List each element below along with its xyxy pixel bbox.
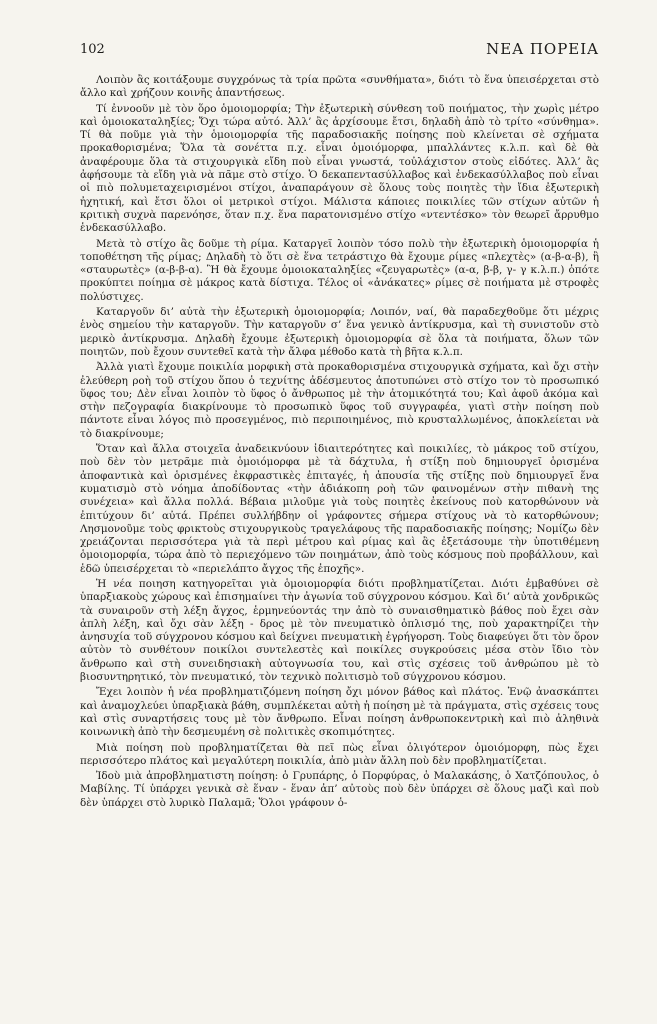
- paragraph: Μετὰ τὸ στίχο ἂς δοῦμε τὴ ρίμα. Καταργεῖ λοιπὸν τόσο πολὺ τὴν ἐξωτερικὴ ὁμοιομορφία ἡ τοποθέτηση τῆς ρίμας; Δηλαδὴ τὸ ὅτι σὲ ἕνα τετράστιχο θὰ ἔχουμε ρίμες «πλεχτὲς» (α-β-α-β), ἢ «σταυρωτὲς» (α-β-β-α). Ἢ θὰ ἔχουμε ὁμοιοκαταληξίες «ζευγαρωτὲς» (α-α, β-β, γ- γ κ.λ.π.) ὁπότε προκύπτει ποίημα σὲ μάκρος κατὰ δίστιχα. Τέλος οἱ «ἀνάκατες» ρίμες σὲ ποιήματα μὲ στροφὲς πολύστιχες.: [80, 237, 599, 303]
- journal-title: ΝΕΑ ΠΟΡΕΙΑ: [486, 40, 599, 58]
- paragraph: Ὅταν καὶ ἄλλα στοιχεῖα ἀναδεικνύουν ἰδιαιτερότητες καὶ ποικιλίες, τὸ μάκρος τοῦ στίχου, ποὺ δὲν τὸν μετρᾶμε πιὰ ὁμοιόμορφα μὲ τὰ δάχτυλα, ἡ στίξη ποὺ δημιουργεῖ ὁρισμένα ἀποφαντικὰ καὶ ὁρισμένες ἐκφραστικὲς ἐπιταγές, ἡ ἀπουσία τῆς στίξης ποὺ δημιουργεῖ ἕνα κυματισμὸ στὸ νόημα ἀποδίδοντας «τὴν ἀδιάκοπη ροὴ τῶν φαινομένων στὴν πιθανὴ της συνέχεια» καὶ ἄλλα πολλά. Βέβαια μιλοῦμε γιὰ τοὺς ποιητὲς ἐκείνους ποὺ κατορθώνουν νὰ ἐπιτύχουν δι’ αὐτά. Πρέπει συλλήβδην οἱ γράφοντες σήμερα στίχους νὰ τὸ κατορθώνουν; Λησμονοῦμε τοὺς φρικτοὺς στιχουργικοὺς τραγελάφους τῆς παραδοσιακῆς ποίησης; Νομίζω δὲν χρειάζονται περισσότερα γιὰ τὰ περὶ μέτρου καὶ ρίμας καὶ ἂς ἐξετάσουμε τὴν ὑποτιθέμενη ὁμοιομορφία, τώρα ἀπὸ τὸ περιεχόμενο τῶν ποιημάτων, ἀπὸ τοὺς κόσμους ποὺ προβάλλουν, καὶ ἑδῶ ὑπεισέρχεται τὸ «περιελάπτο ἄγχος τῆς ἐποχῆς».: [80, 443, 599, 575]
- paragraph: Καταργοῦν δι’ αὐτὰ τὴν ἐξωτερικὴ ὁμοιομορφία; Λοιπόν, ναί, θὰ παραδεχθοῦμε ὅτι μέχρις ἑνὸς σημείου τὴν καταργοῦν. Τὴν καταργοῦν σ’ ἕνα γενικὸ ἀντίκρυσμα, καὶ τὴ συνιστοῦν στὸ μερικὸ ἀντίκρυσμα. Δηλαδὴ ἔχουμε ἐξωτερικὴ ὁμοιομορφία σὲ ὅλα τὰ ποιήματα, ὅλων τῶν ποιητῶν, ποὺ ἔχουν συντεθεῖ κατὰ τὴν ἄλφα μέθοδο κατὰ τὴ βῆτα κ.λ.π.: [80, 306, 599, 358]
- page-number: 102: [80, 42, 105, 57]
- paragraph: Ἀλλὰ γιατὶ ἔχουμε ποικιλία μορφικὴ στὰ προκαθορισμένα στιχουργικὰ σχήματα, καὶ ὄχι στὴν ἐλεύθερη ροὴ τοῦ στίχου ὅπου ὁ τεχνίτης ἀδέσμευτος ἀποτυπώνει στὸ στίχο τον τὸ προσωπικό ὕφος του; Δὲν εἶναι λοιπὸν τὸ ὕφος ὁ ἄνθρωπος μὲ τὴν ἀτομικότητά του; Καὶ ἀφοῦ ἀκόμα καὶ στὴν πεζογραφία διακρίνουμε τὸ προσωπικὸ ὕφος τοῦ συγγραφέα, γιατὶ στὴν ποίηση ποὺ πάντοτε εἶναι λόγος πιὸ προσεγμένος, πιὸ περιποιημένος, πιὸ κρυσταλλωμένος, ἀποκλείεται νὰ τὸ διακρίνουμε;: [80, 361, 599, 440]
- paragraph: Ἡ νέα ποιηση κατηγορεῖται γιὰ ὁμοιομορφία διότι προβληματίζεται. Διότι ἐμβαθύνει σὲ ὑπαρξιακοὺς χώρους καὶ ἐπισημαίνει τὴν ἀγωνία τοῦ σύγχρονου κόσμου. Καὶ δι’ αὐτὰ χονδρικῶς τὰ συναιροῦν στὴ λέξη ἄγχος, ἑρμηνεύοντάς την ἀπὸ τὸ συναισθηματικὸ βάθος ποὺ ἔχει σὰν ἁπλὴ λέξη, καὶ ὄχι σὰν λέξη - δρος μὲ τὸν πνευματικὸ ὁπλισμό της, ποὺ χαρακτηρίζει τὴν ἀνησυχία τοῦ σύγχρονου κόσμου καὶ δείχνει πνευματικὴ ἐγρήγορση. Τοὺς διαφεύγει ὅτι τὸν ὅρον αὐτὸν τὸ συνθέτουν ποικίλοι συντελεστὲς καὶ ποικίλες συγκρούσεις μέσα στὸν ἴδιο τὸν ἄνθρωπο καὶ στὴ συνειδησιακὴ αὐτογνωσία του, καὶ στὶς σχέσεις τοῦ ἀνθρώπου μὲ τὸ βιοσυντηρητικό, τὸν πνευματικό, τὸν τεχνικὸ πολιτισμὸ τοῦ σύγχρονου κόσμου.: [80, 577, 599, 684]
- page-header: [80, 40, 599, 62]
- paragraph: Λοιπὸν ἂς κοιτάξουμε συγχρόνως τὰ τρία πρῶτα «συνθήματα», διότι τὸ ἕνα ὑπεισέρχεται στὸ ἄλλο καὶ χρήζουν κοινῆς ἀπαντήσεως.: [80, 74, 599, 100]
- paragraph: Ἔχει λοιπὸν ἡ νέα προβληματιζόμενη ποίηση ὄχι μόνον βάθος καὶ πλάτος. Ἐνῷ ἀνασκάπτει καὶ ἀναμοχλεύει ὑπαρξιακὰ βάθη, συμπλέκεται αὐτὴ ἡ ποίηση μὲ τὰ πράγματα, στὶς σχέσεις τους καὶ στὶς συναρτήσεις τους μὲ τὸν ἄνθρωπο. Εἶναι ποίηση ἀνθρωποκεντρικὴ καὶ πιὸ ἀληθινὰ κοινωνικὴ ἀπὸ τὴν δεσμευμένη σὲ πολιτικὲς σκοπιμότητες.: [80, 686, 599, 739]
- paragraph: Ἰδοὺ μιὰ ἀπροβληματιστη ποίηση: ὁ Γρυπάρης, ὁ Πορφύρας, ὁ Μαλακάσης, ὁ Χατζόπουλος, ὁ Μαβίλης. Τί ὑπάρχει γενικὰ σὲ ἕναν - ἕναν ἀπ’ αὐτοὺς ποὺ δὲν ὑπάρχει σὲ ὅλους μαζὶ καὶ ποὺ δὲν ὑπάρχει στὸ λυρικὸ Παλαμᾶ; Ὅλοι γράφουν ὁ-: [80, 770, 599, 809]
- paragraph: Τί ἐννοοῦν μὲ τὸν ὅρο ὁμοιομορφία; Τὴν ἐξωτερικὴ σύνθεση τοῦ ποιήματος, τὴν χωρὶς μέτρο καὶ ὁμοιοκαταληξίες; Ὄχι τώρα αὐτό. Ἀλλ’ ἂς ἀρχίσουμε ἔτσι, δηλαδὴ ἀπὸ τὸ τρίτο «σύνθημα». Τί θὰ ποῦμε γιὰ τὴν ὁμοιομορφία τῆς παραδοσιακῆς ποίησης ποὺ κλείνεται σὲ σχήματα προκαθορισμένα; Ὅλα τὰ σονέττα π.χ. εἶναι ὁμοιόμορφα, μπαλλάντες κ.λ.π. καὶ δὲ θὰ ἀναφέρουμε ὅλα τὰ στιχουργικὰ εἴδη ποὺ εἶναι γνωστά, τοὐλάχιστον στοὺς εἰδότες. Ἀλλ’ ἂς ἀφήσουμε τὰ εἴδη γιὰ νὰ πᾶμε στὸ στίχο. Ὁ δεκαπεντασύλλαβος καὶ ἑνδεκασύλλαβος ποὺ εἶναι οἱ πιὸ πολυμεταχειρισμένοι στίχοι, ἀναπαράγουν σὲ ὅλους τοὺς ποιητὲς τὴν ἴδια ἐξωτερικὴ ἠχητική, καὶ ἔτσι ὅλοι οἱ μετρικοὶ στίχοι. Μάλιστα κάποιες ποικιλίες τῶν στίχων αὐτῶν ἡ κριτικὴ συχνὰ παρενόησε, ὅταν π.χ. ἕνα παρατονισμένο στίχο «ντεντέσκο» τὸν θεωρεῖ ἄρρυθμο ἑνδεκασύλλαβο.: [80, 102, 599, 235]
- paragraph: Μιὰ ποίηση ποὺ προβληματίζεται θὰ πεῖ πὼς εἶναι ὀλιγότερον ὁμοιόμορφη, πὼς ἔχει περισσότερο πλάτος καὶ μεγαλύτερη ποικιλία, ἀπὸ μιὰν ἄλλη ποὺ δὲν προβληματίζεται.: [80, 741, 599, 767]
- article-body: [80, 74, 599, 810]
